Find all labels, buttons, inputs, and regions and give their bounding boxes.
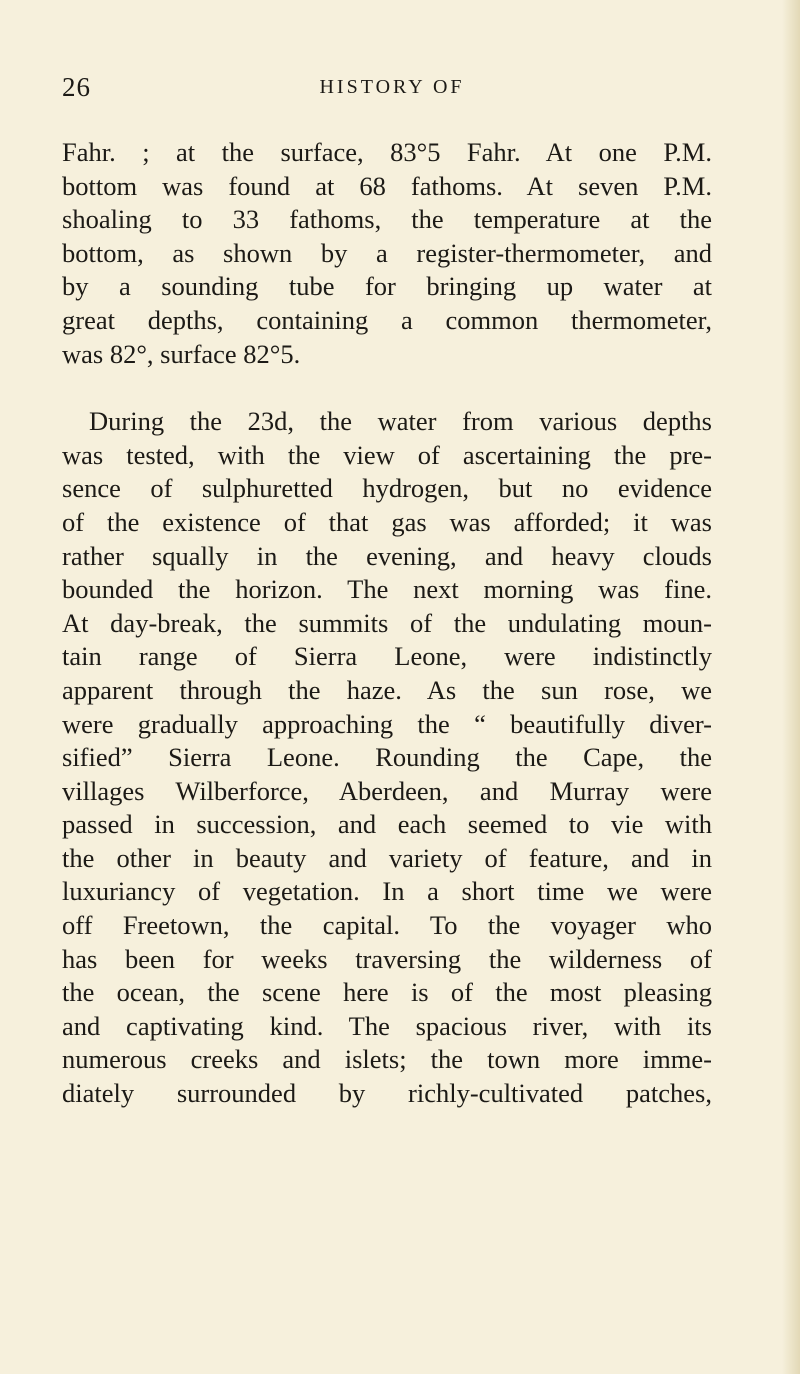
text-line: shoaling to 33 fathoms, the temperature at the — [62, 204, 712, 235]
page-header — [62, 70, 712, 110]
body-text — [62, 136, 712, 1111]
text-line: off Freetown, the capital. To the voyager who — [62, 910, 712, 941]
text-line: the other in beauty and variety of feature, and in — [62, 842, 712, 873]
text-line: sence of sulphuretted hydrogen, but no evidence — [62, 473, 712, 504]
text-line: and captivating kind. The spacious river, with its — [62, 1010, 712, 1041]
text-line: were gradually approaching the “ beautifully diver- — [62, 708, 712, 739]
text-line: rather squally in the evening, and heavy clouds — [62, 540, 712, 571]
text-line: passed in succession, and each seemed to vie with — [62, 809, 712, 840]
text-line: of the existence of that gas was afforded; it was — [62, 506, 712, 537]
text-line: has been for weeks traversing the wilderness of — [62, 943, 712, 974]
text-line: Fahr. ; at the surface, 83°5 Fahr. At one P.M. — [62, 137, 712, 167]
text-line: bottom was found at 68 fathoms. At seven P.M. — [62, 170, 712, 201]
text-line: was tested, with the view of ascertaining the pre- — [62, 439, 712, 470]
text-line: During the 23d, the water from various depths — [89, 406, 712, 437]
text-line: bottom, as shown by a register-thermometer, and — [62, 237, 712, 268]
running-head: HISTORY OF — [319, 76, 465, 98]
text-line: numerous creeks and islets; the town more imme- — [62, 1044, 712, 1075]
paragraph — [62, 136, 712, 371]
page-edge-shadow — [782, 0, 800, 1374]
text-line: At day-break, the summits of the undulating moun- — [62, 607, 712, 638]
text-line: great depths, containing a common thermometer, — [62, 304, 712, 335]
text-line: by a sounding tube for bringing up water at — [62, 271, 712, 302]
text-line: bounded the horizon. The next morning was fine. — [62, 574, 712, 605]
text-line: diately surrounded by richly-cultivated patches, — [62, 1078, 712, 1109]
text-line: sified” Sierra Leone. Rounding the Cape, the — [62, 742, 712, 773]
text-line: the ocean, the scene here is of the most pleasing — [62, 977, 712, 1008]
paragraph-break — [62, 371, 712, 405]
text-line: was 82°, surface 82°5. — [62, 338, 301, 369]
paragraph — [62, 405, 712, 1110]
text-line: luxuriancy of vegetation. In a short time we were — [62, 876, 712, 907]
text-line: villages Wilberforce, Aberdeen, and Murray were — [62, 775, 712, 806]
text-line: tain range of Sierra Leone, were indistinctly — [62, 641, 712, 672]
text-line: apparent through the haze. As the sun rose, we — [62, 674, 712, 705]
page-number: 26 — [62, 72, 91, 102]
